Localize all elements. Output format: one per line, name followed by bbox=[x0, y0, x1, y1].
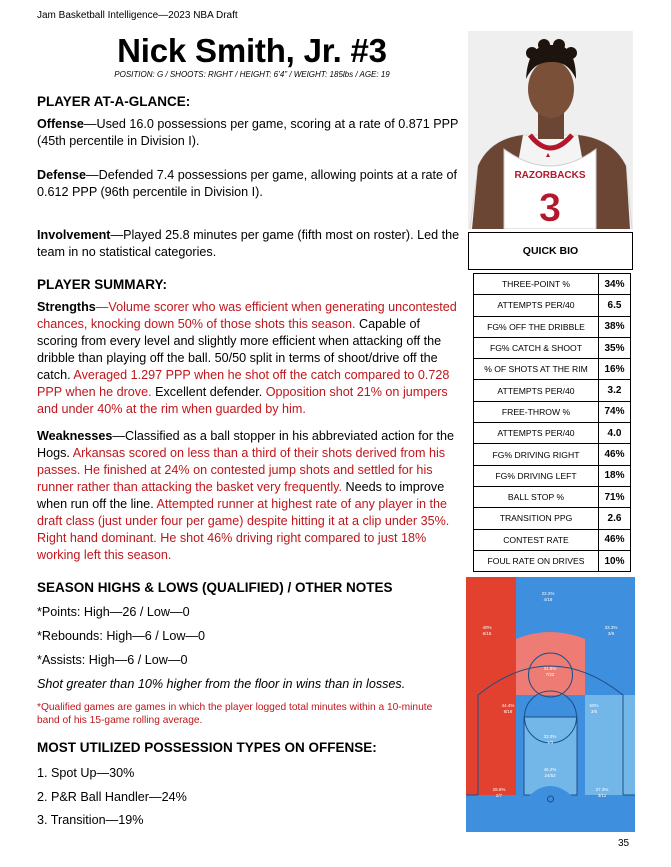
bio-value: 10% bbox=[599, 550, 631, 571]
zone-label: 46.2% bbox=[543, 767, 557, 772]
jersey-number: 3 bbox=[538, 186, 562, 229]
weaknesses-black-2: Needs to improve when run off the line. bbox=[37, 480, 445, 511]
zone-label: 7/22 bbox=[545, 672, 555, 677]
bio-value: 46% bbox=[599, 529, 631, 550]
bio-label: FOUL RATE ON DRIVES bbox=[474, 550, 599, 571]
weaknesses-black-1: —Classified as a ball stopper in his abbreviated action for the Hogs. bbox=[37, 429, 455, 460]
zone-label: 2/7 bbox=[495, 793, 503, 798]
summary-heading: PLAYER SUMMARY: bbox=[37, 277, 168, 292]
jersey-text: RAZORBACKS bbox=[514, 170, 586, 181]
weaknesses-label: Weaknesses bbox=[37, 429, 113, 443]
zone-label: 44.4% bbox=[501, 703, 515, 708]
strengths-black-1: Capable of scoring from every level and slightly more efficient when attacking off the dribble than playing off the ball. 50/50 split in terms of shoot/drive off the catch. bbox=[37, 317, 442, 382]
bio-row bbox=[474, 508, 631, 529]
zone-label: 33.3% bbox=[543, 734, 557, 739]
strengths-paragraph bbox=[37, 299, 463, 418]
bio-row bbox=[474, 529, 631, 550]
season-heading: SEASON HIGHS & LOWS (QUALIFIED) / OTHER NOTES bbox=[37, 580, 393, 595]
zone-label: 50% bbox=[589, 703, 599, 708]
season-note: Shot greater than 10% higher from the floor in wins than in losses. bbox=[37, 677, 406, 691]
bio-value: 34% bbox=[599, 274, 631, 295]
zone-label: 3/9 bbox=[607, 631, 615, 636]
zone-label: 4/18 bbox=[543, 597, 553, 602]
zone-label: 6/15 bbox=[482, 631, 492, 636]
bio-label: CONTEST RATE bbox=[474, 529, 599, 550]
zone-label: 8/18 bbox=[503, 709, 513, 714]
defense-text: —Defended 7.4 possessions per game, allowing points at a rate of 0.612 PPP (96th percentile in Division I). bbox=[37, 168, 458, 199]
season-assists: *Assists: High—6 / Low—0 bbox=[37, 653, 188, 667]
involvement-label: Involvement bbox=[37, 228, 111, 242]
glance-heading: PLAYER AT-A-GLANCE: bbox=[37, 94, 191, 109]
bio-row bbox=[474, 465, 631, 486]
report-header: Jam Basketball Intelligence—2023 NBA Draft bbox=[37, 10, 238, 21]
player-photo bbox=[468, 31, 633, 229]
weaknesses-red-1: Arkansas scored on less than a third of their shots derived from his passes. He finished at 24% on contested jump shots and settled for his runner rather than attacking the basket very frequently. bbox=[37, 446, 446, 494]
quick-bio-table bbox=[473, 273, 631, 572]
bio-value: 4.0 bbox=[599, 423, 631, 444]
bio-row bbox=[474, 295, 631, 316]
player-subtitle: POSITION: G / SHOOTS: RIGHT / HEIGHT: 6’4” / WEIGHT: 185lbs / AGE: 19 bbox=[114, 70, 390, 79]
bio-label: FG% DRIVING LEFT bbox=[474, 465, 599, 486]
involvement-paragraph bbox=[37, 227, 463, 261]
bio-value: 6.5 bbox=[599, 295, 631, 316]
zone-label: 31.8% bbox=[543, 666, 557, 671]
bio-label: ATTEMPTS PER/40 bbox=[474, 295, 599, 316]
bio-row bbox=[474, 380, 631, 401]
zone-label: 1/3 bbox=[546, 740, 554, 745]
bio-value: 38% bbox=[599, 316, 631, 337]
bio-value: 18% bbox=[599, 465, 631, 486]
zone-label: 3/6 bbox=[590, 709, 598, 714]
player-name: Nick Smith, Jr. #3 bbox=[117, 32, 387, 69]
bio-value: 46% bbox=[599, 444, 631, 465]
shot-chart bbox=[466, 577, 635, 832]
strengths-red-1: —Volume scorer who was efficient when generating uncontested chances, knocking down 50% of those shots this season. bbox=[37, 300, 457, 331]
bio-value: 16% bbox=[599, 359, 631, 380]
bio-row bbox=[474, 401, 631, 422]
bio-row bbox=[474, 274, 631, 295]
bio-row bbox=[474, 486, 631, 507]
page-number: 35 bbox=[618, 838, 630, 849]
bio-row bbox=[474, 423, 631, 444]
bio-row bbox=[474, 444, 631, 465]
bio-value: 71% bbox=[599, 486, 631, 507]
bio-row bbox=[474, 359, 631, 380]
bio-value: 35% bbox=[599, 337, 631, 358]
bio-label: ATTEMPTS PER/40 bbox=[474, 380, 599, 401]
zone-label: 40% bbox=[482, 625, 492, 630]
possession-item: 3. Transition—19% bbox=[37, 813, 144, 827]
quick-bio-title: QUICK BIO bbox=[468, 232, 633, 270]
bio-label: FG% CATCH & SHOOT bbox=[474, 337, 599, 358]
involvement-text: —Played 25.8 minutes per game (fifth most on roster). Led the team in no statistical categories. bbox=[37, 228, 460, 259]
bio-label: FREE-THROW % bbox=[474, 401, 599, 422]
bio-label: FG% DRIVING RIGHT bbox=[474, 444, 599, 465]
bio-row bbox=[474, 316, 631, 337]
zone-label: 3/11 bbox=[597, 793, 607, 798]
weaknesses-red-2: Attempted runner at highest rate of any player in the draft class (just under four per game) despite hitting it at a clip under 35%. Right hand dominant. He shot 46% driving right compared to just 18% working left this season. bbox=[37, 497, 450, 562]
bio-label: FG% OFF THE DRIBBLE bbox=[474, 316, 599, 337]
defense-label: Defense bbox=[37, 168, 86, 182]
qualified-note: *Qualified games are games in which the player logged total minutes within a 10-minute band of his 15-game rolling average. bbox=[37, 702, 433, 726]
bio-row bbox=[474, 550, 631, 571]
bio-value: 3.2 bbox=[599, 380, 631, 401]
bio-value: 74% bbox=[599, 401, 631, 422]
bio-label: THREE-POINT % bbox=[474, 274, 599, 295]
bio-row bbox=[474, 337, 631, 358]
zone-label: 24/52 bbox=[544, 773, 556, 778]
possessions-heading: MOST UTILIZED POSSESSION TYPES ON OFFENSE: bbox=[37, 740, 377, 755]
bio-label: % OF SHOTS AT THE RIM bbox=[474, 359, 599, 380]
bio-label: TRANSITION PPG bbox=[474, 508, 599, 529]
zone-label: 33.3% bbox=[604, 625, 618, 630]
strengths-black-2: Excellent defender. bbox=[151, 385, 266, 399]
zone-label: 27.3% bbox=[595, 787, 609, 792]
offense-paragraph bbox=[37, 116, 463, 150]
season-points: *Points: High—26 / Low—0 bbox=[37, 605, 190, 619]
bio-value: 2.6 bbox=[599, 508, 631, 529]
zone-label: 28.6% bbox=[492, 787, 506, 792]
weaknesses-paragraph bbox=[37, 428, 463, 564]
possession-item: 2. P&R Ball Handler—24% bbox=[37, 790, 187, 804]
strengths-label: Strengths bbox=[37, 300, 96, 314]
defense-paragraph bbox=[37, 167, 463, 201]
possession-item: 1. Spot Up—30% bbox=[37, 766, 135, 780]
offense-text: —Used 16.0 possessions per game, scoring at a rate of 0.871 PPP (45th percentile in Division I). bbox=[37, 117, 459, 148]
bio-label: BALL STOP % bbox=[474, 486, 599, 507]
strengths-red-3: Opposition shot 21% on jumpers and under 40% at the rim when guarded by him. bbox=[37, 385, 448, 416]
bio-label: ATTEMPTS PER/40 bbox=[474, 423, 599, 444]
season-rebounds: *Rebounds: High—6 / Low—0 bbox=[37, 629, 206, 643]
strengths-red-2: Averaged 1.297 PPP when he shot off the catch compared to 0.728 PPP when he drove. bbox=[37, 368, 450, 399]
offense-label: Offense bbox=[37, 117, 84, 131]
zone-label: 22.2% bbox=[541, 591, 555, 596]
